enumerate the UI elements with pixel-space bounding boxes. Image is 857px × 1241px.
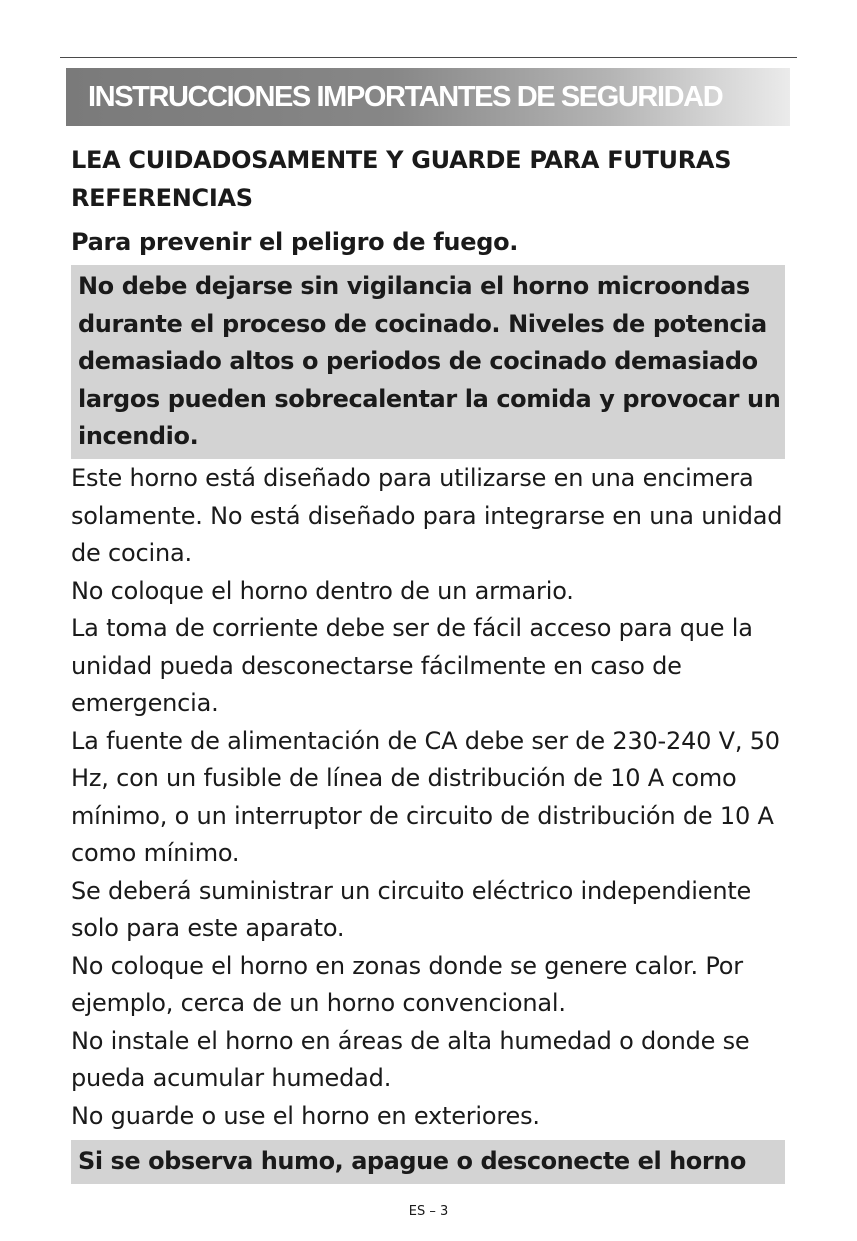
paragraph-humidity: No instale el horno en áreas de alta humedad o donde se pueda acumular humedad. <box>71 1026 750 1092</box>
banner-title: INSTRUCCIONES IMPORTANTES DE SEGURIDAD <box>88 81 723 113</box>
paragraph-outdoors: No guarde o use el horno en exteriores. <box>71 1101 540 1130</box>
paragraph-heat-zones: No coloque el horno en zonas donde se genere calor. Por ejemplo, cerca de un horno convencional. <box>71 951 743 1017</box>
section-banner <box>66 68 790 126</box>
smoke-notice-text: Si se observa humo, apague o desconecte el horno <box>78 1147 746 1175</box>
page-number: ES – 3 <box>408 1204 449 1219</box>
read-carefully-heading: LEA CUIDADOSAMENTE Y GUARDE PARA FUTURAS REFERENCIAS <box>71 146 732 212</box>
paragraph-dedicated-circuit: Se deberá suministrar un circuito eléctrico independiente solo para este aparato. <box>71 876 752 942</box>
installation-instructions <box>71 460 791 1135</box>
fire-prevention-heading: Para prevenir el peligro de fuego. <box>71 228 519 256</box>
smoke-notice-box <box>71 1140 785 1184</box>
paragraph-outlet-access: La toma de corriente debe ser de fácil acceso para que la unidad pueda desconectarse fácilmente en caso de emergencia. <box>71 614 753 717</box>
unattended-warning-box <box>71 265 785 459</box>
top-divider <box>60 57 797 58</box>
paragraph-no-cabinet: No coloque el horno dentro de un armario. <box>71 576 574 605</box>
paragraph-countertop-use: Este horno está diseñado para utilizarse en una encimera solamente. No está diseñado para integrarse en una unidad de cocina. <box>71 464 783 567</box>
unattended-warning-text: No debe dejarse sin vigilancia el horno microondas durante el proceso de cocinado. Niveles de potencia demasiado altos o periodos de cocinado demasiado largos pueden sobrecalentar la comida y provocar un incendio. <box>78 272 781 450</box>
paragraph-power-supply: La fuente de alimentación de CA debe ser de 230-240 V, 50 Hz, con un fusible de línea de distribución de 10 A como mínimo, o un interruptor de circuito de distribución de 10 A como mínimo. <box>71 726 780 867</box>
